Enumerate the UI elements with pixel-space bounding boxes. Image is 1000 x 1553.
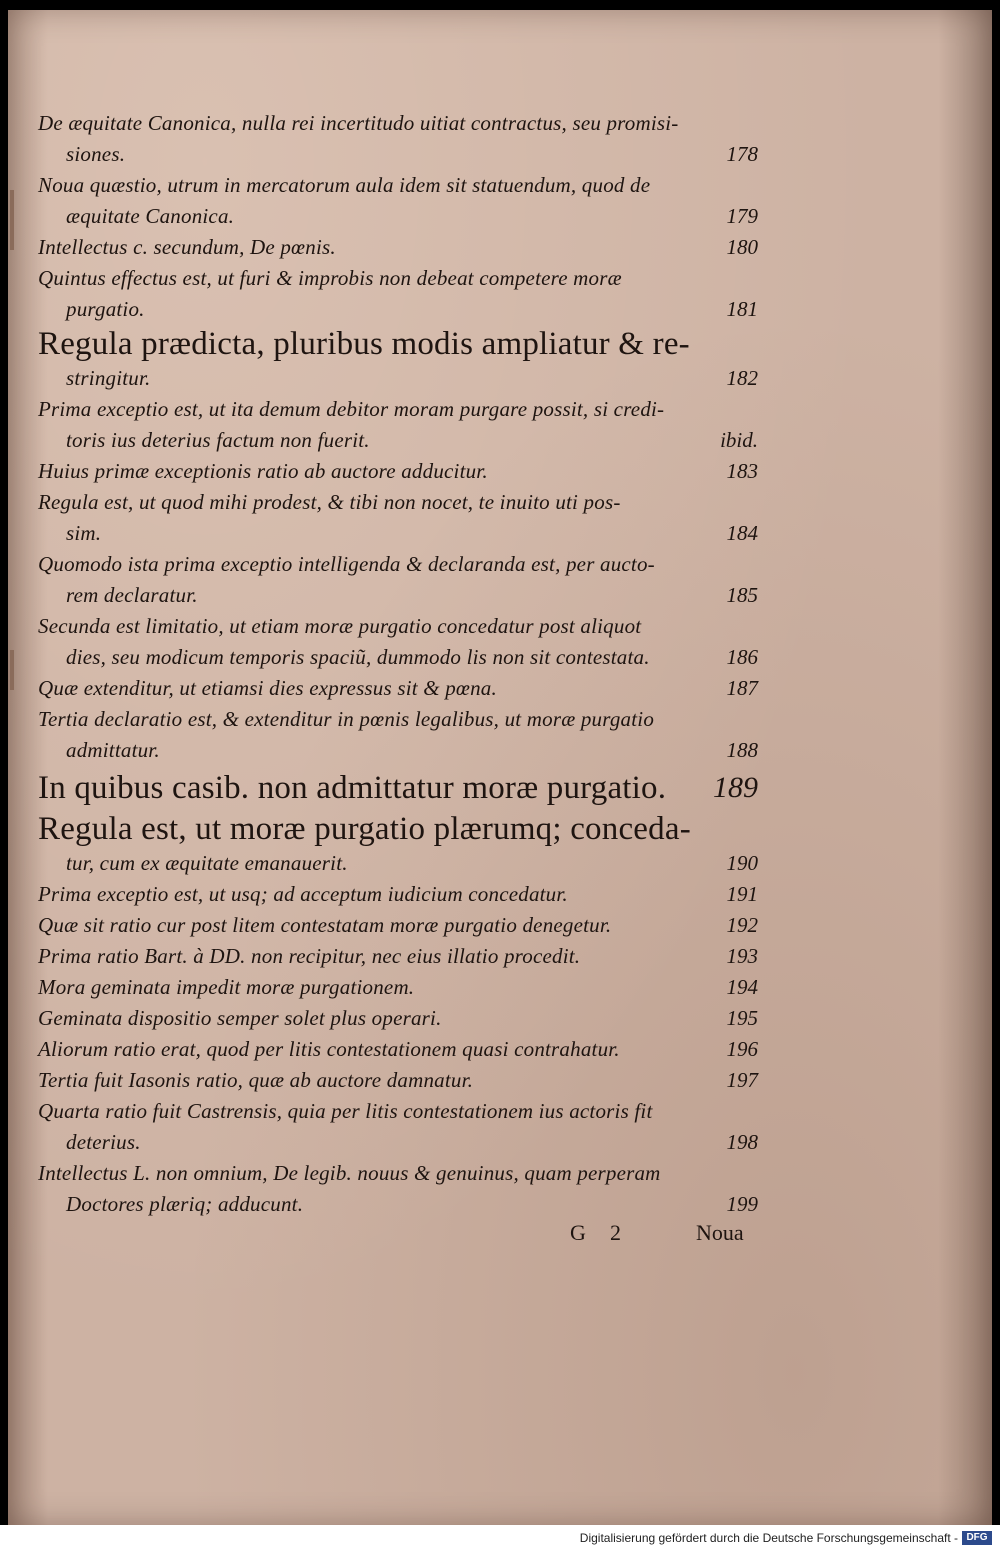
entry-text: Mora geminata impedit moræ purgationem. bbox=[38, 975, 415, 999]
index-entry bbox=[38, 810, 758, 879]
entry-text: Secunda est limitatio, ut etiam moræ purgatio concedatur post aliquot bbox=[38, 614, 642, 638]
entry-text: Intellectus c. secundum, De pœnis. bbox=[38, 235, 336, 259]
dfg-logo: DFG bbox=[962, 1531, 992, 1545]
digitization-footer bbox=[0, 1525, 1000, 1553]
page-number: 192 bbox=[726, 913, 758, 937]
page-number: 181 bbox=[726, 297, 758, 321]
index-entry bbox=[38, 766, 758, 810]
entry-text: Quæ sit ratio cur post litem contestatam moræ purgatio denegetur. bbox=[38, 913, 612, 937]
page-number: 194 bbox=[726, 975, 758, 999]
page-number: ibid. bbox=[720, 428, 758, 452]
index-entry bbox=[38, 673, 758, 704]
index-entry bbox=[38, 1096, 758, 1158]
index-entry bbox=[38, 325, 758, 394]
entry-text: Quomodo ista prima exceptio intelligenda & declaranda est, per aucto- bbox=[38, 552, 655, 576]
entry-text-continuation: admittatur. bbox=[66, 738, 160, 762]
index-entry bbox=[38, 1065, 758, 1096]
entry-text: Geminata dispositio semper solet plus operari. bbox=[38, 1006, 442, 1030]
entry-text-continuation: Doctores plæriq; adducunt. bbox=[66, 1192, 304, 1216]
page-number: 187 bbox=[726, 676, 758, 700]
entry-text-continuation: siones. bbox=[66, 142, 126, 166]
entry-text-continuation: toris ius deterius factum non fuerit. bbox=[66, 428, 370, 452]
entry-text: Regula est, ut quod mihi prodest, & tibi non nocet, te inuito uti pos- bbox=[38, 490, 621, 514]
page-number: 190 bbox=[726, 851, 758, 875]
entry-text: Regula est, ut moræ purgatio plærumq; conceda- bbox=[38, 811, 691, 847]
page-number: 184 bbox=[726, 521, 758, 545]
page-number: 180 bbox=[726, 235, 758, 259]
entry-text-continuation: rem declaratur. bbox=[66, 583, 198, 607]
page-number: 193 bbox=[726, 944, 758, 968]
entry-text: Tertia declaratio est, & extenditur in pœnis legalibus, ut moræ purgatio bbox=[38, 707, 655, 731]
page-number: 183 bbox=[726, 459, 758, 483]
index-entry bbox=[38, 1003, 758, 1034]
index-entry bbox=[38, 394, 758, 456]
entry-text: In quibus casib. non admittatur moræ purgatio. bbox=[38, 770, 667, 806]
page-number: 196 bbox=[726, 1037, 758, 1061]
page-edge-mark bbox=[10, 650, 14, 690]
page-number: 199 bbox=[726, 1192, 758, 1216]
signature-mark: G bbox=[570, 1220, 586, 1245]
index-entry bbox=[38, 879, 758, 910]
entry-text-continuation: dies, seu modicum temporis spaciũ, dummodo lis non sit contestata. bbox=[66, 645, 650, 669]
page-number: 189 bbox=[713, 771, 758, 804]
entry-text-continuation: deterius. bbox=[66, 1130, 141, 1154]
index-entry bbox=[38, 263, 758, 325]
entry-text: Intellectus L. non omnium, De legib. nouus & genuinus, quam perperam bbox=[38, 1161, 661, 1185]
entry-text: Huius primæ exceptionis ratio ab auctore adducitur. bbox=[38, 459, 488, 483]
index-entry bbox=[38, 704, 758, 766]
index-entry bbox=[38, 549, 758, 611]
index-entry bbox=[38, 487, 758, 549]
index-entry bbox=[38, 611, 758, 673]
page-number: 191 bbox=[726, 882, 758, 906]
index-entry bbox=[38, 170, 758, 232]
entry-text-continuation: æquitate Canonica. bbox=[66, 204, 235, 228]
page-number: 185 bbox=[726, 583, 758, 607]
entry-text: Aliorum ratio erat, quod per litis contestationem quasi contrahatur. bbox=[38, 1037, 620, 1061]
signature-leaf: 2 bbox=[610, 1220, 621, 1245]
entry-text: Quæ extenditur, ut etiamsi dies expressus sit & pœna. bbox=[38, 676, 497, 700]
index-entries bbox=[38, 108, 758, 1220]
entry-text: Quintus effectus est, ut furi & improbis non debeat competere moræ bbox=[38, 266, 622, 290]
index-entry bbox=[38, 941, 758, 972]
entry-text-continuation: sim. bbox=[66, 521, 102, 545]
entry-text-continuation: tur, cum ex æquitate emanauerit. bbox=[66, 851, 348, 875]
page-number: 182 bbox=[726, 366, 758, 390]
page-number: 195 bbox=[726, 1006, 758, 1030]
entry-text: Prima exceptio est, ut ita demum debitor moram purgare possit, si credi- bbox=[38, 397, 665, 421]
index-entry bbox=[38, 1034, 758, 1065]
entry-text: Prima exceptio est, ut usq; ad acceptum iudicium concedatur. bbox=[38, 882, 568, 906]
entry-text: De æquitate Canonica, nulla rei incertitudo uitiat contractus, seu promisi- bbox=[38, 111, 679, 135]
index-entry bbox=[38, 108, 758, 170]
page-number: 198 bbox=[726, 1130, 758, 1154]
entry-text: Regula prædicta, pluribus modis ampliatur & re- bbox=[38, 326, 690, 362]
page-number: 188 bbox=[726, 738, 758, 762]
entry-text-continuation: stringitur. bbox=[66, 366, 151, 390]
page-number: 178 bbox=[726, 142, 758, 166]
index-entry bbox=[38, 910, 758, 941]
entry-text: Quarta ratio fuit Castrensis, quia per litis contestationem ius actoris fit bbox=[38, 1099, 653, 1123]
entry-text: Noua quæstio, utrum in mercatorum aula idem sit statuendum, quod de bbox=[38, 173, 651, 197]
index-entry bbox=[38, 972, 758, 1003]
page-number: 186 bbox=[726, 645, 758, 669]
footer-credit-text: Digitalisierung gefördert durch die Deutsche Forschungsgemeinschaft - bbox=[579, 1531, 958, 1545]
page-number: 197 bbox=[726, 1068, 758, 1092]
page-edge-mark bbox=[10, 190, 14, 250]
index-entry bbox=[38, 232, 758, 263]
entry-text: Prima ratio Bart. à DD. non recipitur, nec eius illatio procedit. bbox=[38, 944, 581, 968]
entry-text-continuation: purgatio. bbox=[66, 297, 145, 321]
index-entry bbox=[38, 1158, 758, 1220]
page-number: 179 bbox=[726, 204, 758, 228]
catchword: Noua bbox=[696, 1220, 744, 1245]
index-entry bbox=[38, 456, 758, 487]
entry-text: Tertia fuit Iasonis ratio, quæ ab auctore damnatur. bbox=[38, 1068, 474, 1092]
